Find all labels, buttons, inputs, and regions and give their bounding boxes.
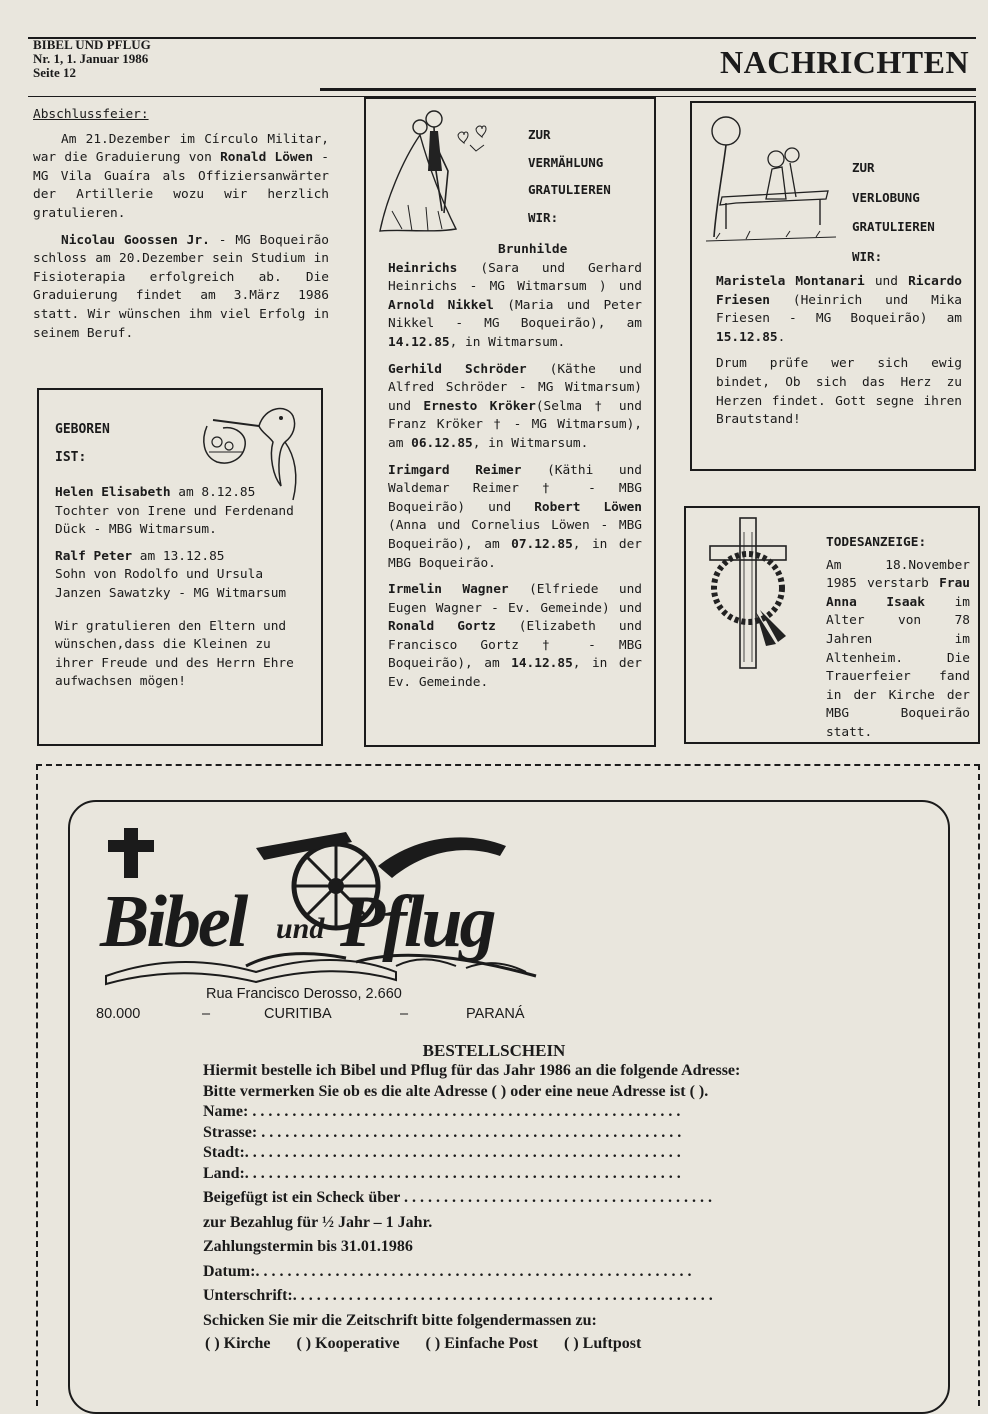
cheque-field[interactable]: Beigefügt ist ein Scheck über . . . . . . . . . . . . . . . . . . . . . . . . . . . . . . . . . . . . . . .	[203, 1189, 713, 1206]
engagement-heading-line: WIR:	[852, 248, 883, 264]
spouse-name: Irmelin Wagner	[388, 582, 509, 598]
spouse-name: Gerhild Schröder	[388, 361, 527, 377]
postal-code: 80.000	[96, 1006, 141, 1022]
wedding-date: 06.12.85	[411, 435, 473, 451]
death-notice-entry	[708, 557, 970, 743]
graduation-article	[33, 106, 329, 351]
engagement-text	[716, 273, 962, 438]
wedding-text: (Selma † und Franz Kröker † - MG Witmarsum), am	[388, 398, 642, 451]
country-field[interactable]: Land:. . . . . . . . . . . . . . . . . . . . . . . . . . . . . . . . . . . . . . . . . . . . . . . . . . . . . . .	[203, 1164, 681, 1182]
option-simple-mail[interactable]: ( ) Einfache Post	[425, 1335, 538, 1352]
spouse-name: Ernesto Kröker	[423, 398, 536, 414]
wedding-text: , in der Ev. Gemeinde.	[388, 656, 642, 691]
couple-on-bench-illustration	[696, 107, 846, 257]
publication-name: BIBEL UND PFLUG	[33, 37, 151, 52]
payment-period: zur Bezahlug für ½ Jahr – 1 Jahr.	[203, 1213, 433, 1231]
wedding-text: , in Witmarsum.	[449, 334, 566, 350]
weddings-heading-line: ZUR	[528, 127, 551, 142]
order-instruction: Hiermit bestelle ich Bibel und Pflug für das Jahr 1986 an die folgende Adresse:	[203, 1062, 741, 1079]
wedding-entry	[388, 361, 642, 454]
engagement-heading-line: ZUR	[852, 160, 875, 175]
wedding-text: , in Witmarsum.	[472, 435, 589, 451]
wedding-date: 14.12.85	[388, 334, 450, 350]
engagement-entry	[716, 273, 962, 347]
engagement-box	[690, 101, 976, 471]
death-notice-box	[684, 506, 980, 744]
death-text: im Alter von 78 Jahren im Altenheim. Die Trauerfeier fand in der Kirche der MBG Boqueirão statt.	[826, 594, 970, 740]
delivery-instruction: Schicken Sie mir die Zeitschrift bitte folgendermassen zu:	[203, 1311, 597, 1329]
graduation-text: - MG Vila Guaíra als Offiziersanwärter der Artillerie wozu wir herzlich gratulieren.	[33, 150, 330, 221]
city-name: CURITIBA	[264, 1006, 332, 1022]
wedding-text: (Käthi und Waldemar Reimer † - MBG Boqueirão) und	[388, 462, 642, 515]
death-text: Am 18.November 1985 verstarb	[826, 557, 970, 592]
birth-entry	[55, 548, 311, 604]
weddings-heading	[528, 121, 611, 231]
engagement-heading-line: VERLOBUNG	[852, 189, 920, 205]
spouse-name: Ronald Gortz	[388, 619, 496, 635]
order-form-title: BESTELLSCHEIN	[422, 1041, 566, 1060]
publisher-address: Rua Francisco Derosso, 2.660	[206, 986, 402, 1002]
header-top-rule	[28, 37, 976, 39]
state-name: PARANÁ	[466, 1006, 525, 1022]
wedding-text: (Maria und Peter Nikkel - MG Boqueirão), am	[388, 297, 642, 332]
issue-number: Nr. 1, 1. Januar 1986	[33, 51, 149, 66]
baby-name: Helen Elisabeth	[55, 485, 171, 500]
graduation-text: Am 21.Dezember im Círculo Militar, war die Graduierung von	[33, 131, 329, 166]
graduation-text: - MG Boqueirão schloss am 20.Dezember sein Studium in Fisioterapia erfolgreich ab. Die Graduierung findet am 3.März 1986 statt. Wir wünschen ihm viel Erfolg in seinem Beruf.	[33, 232, 329, 341]
signature-field[interactable]: Unterschrift:. . . . . . . . . . . . . . . . . . . . . . . . . . . . . . . . . . . . . . . . . . . . . . . . . . . . .	[203, 1287, 713, 1304]
engagement-date: 15.12.85	[716, 329, 778, 345]
spouse-name: Robert Löwen	[534, 499, 642, 515]
wedding-entry	[388, 581, 642, 693]
option-airmail[interactable]: ( ) Luftpost	[563, 1335, 642, 1352]
engagement-text: und	[864, 274, 909, 289]
wedding-couple-illustration	[372, 101, 512, 251]
weddings-heading-line: VERMÄHLUNG	[528, 154, 604, 170]
graduation-heading: Abschlussfeier:	[33, 107, 149, 122]
graduation-paragraph-1	[33, 131, 329, 224]
births-heading-line: IST:	[55, 450, 87, 465]
engagement-verse: Drum prüfe wer sich ewig bindet, Ob sich das Herz zu Herzen findet. Gott segne ihren Brautstand!	[716, 356, 962, 428]
payment-deadline: Zahlungstermin bis 31.01.1986	[203, 1238, 413, 1255]
name-field[interactable]: Name: . . . . . . . . . . . . . . . . . . . . . . . . . . . . . . . . . . . . . . . . . . . . . . . . . . . . . .	[203, 1103, 681, 1120]
weddings-box	[364, 97, 656, 747]
svg-text:und: und	[276, 912, 325, 945]
wedding-text: (Elizabeth und Francisco Gortz † - MBG Boqueirão), am	[388, 619, 642, 672]
separator: –	[400, 1006, 409, 1022]
baby-name: Ralf Peter	[55, 548, 133, 564]
wedding-date: 14.12.85	[511, 656, 573, 672]
birth-date: am 13.12.85	[132, 548, 225, 564]
street-field[interactable]: Strasse: . . . . . . . . . . . . . . . . . . . . . . . . . . . . . . . . . . . . . . . . . . . . . . . . . . . . .	[203, 1123, 682, 1141]
birth-entry	[55, 484, 311, 540]
births-text	[55, 484, 311, 700]
svg-text:Pflug: Pflug	[340, 881, 494, 963]
wedding-text: (Anna und Cornelius Löwen - MBG Boqueirão), am	[388, 518, 642, 552]
spouse-name: Arnold Nikkel	[388, 297, 494, 313]
wedding-date: 07.12.85	[511, 536, 573, 552]
spouse-name: Brunhilde Heinrichs	[388, 242, 568, 276]
separator: –	[202, 1006, 211, 1022]
city-field[interactable]: Stadt:. . . . . . . . . . . . . . . . . . . . . . . . . . . . . . . . . . . . . . . . . . . . . . . . . . . . . . .	[203, 1144, 681, 1161]
section-title: NACHRICHTEN	[720, 44, 970, 80]
weddings-heading-line: GRATULIEREN	[528, 182, 611, 197]
wedding-text: (Sara und Gerhard Heinrichs - MG Witmarsum ) und	[388, 260, 642, 295]
spouse-name: Irimgard Reimer	[388, 462, 522, 478]
birth-parents: Sohn von Rodolfo und Ursula Janzen Sawatzky - MG Witmarsum	[55, 567, 287, 601]
birth-parents: Tochter von Irene und Ferdenand Dück - MBG Witmarsum.	[55, 503, 294, 538]
wedding-entry	[388, 241, 642, 353]
wedding-entry	[388, 462, 642, 574]
order-form-body	[203, 1060, 923, 1331]
graduation-paragraph-2	[33, 232, 329, 344]
engagement-heading	[852, 153, 935, 271]
fiance-name: Maristela Montanari	[716, 274, 865, 289]
date-field[interactable]: Datum:. . . . . . . . . . . . . . . . . . . . . . . . . . . . . . . . . . . . . . . . . . . . . . . . . . . . . . .	[203, 1262, 692, 1280]
address-type-instruction: Bitte vermerken Sie ob es die alte Adresse ( ) oder eine neue Adresse ist ( ).	[203, 1082, 709, 1100]
page-number: Seite 12	[33, 65, 76, 80]
wedding-text: , in der MBG Boqueirão.	[388, 536, 642, 571]
birth-date: am 8.12.85	[170, 485, 256, 500]
births-box	[37, 388, 323, 746]
births-heading	[55, 416, 110, 472]
deceased-name: Frau Anna Isaak	[826, 576, 970, 610]
births-closing: Wir gratulieren den Eltern und wünschen,dass die Kleinen zu ihrer Freude und des Herrn Ehre aufwachsen mögen!	[55, 618, 294, 690]
option-cooperative[interactable]: ( ) Kooperative	[296, 1335, 400, 1352]
death-notice-text	[708, 534, 970, 743]
delivery-options	[205, 1335, 663, 1353]
graduate-name: Nicolau Goossen Jr.	[61, 232, 210, 248]
wedding-text: (Käthe und Alfred Schröder - MG Witmarsum) und	[388, 361, 642, 414]
births-heading-line: GEBOREN	[55, 422, 110, 437]
engagement-text: (Heinrich und Mika Friesen - MG Boqueirão) am	[716, 292, 962, 327]
death-notice-heading: TODESANZEIGE:	[826, 535, 927, 550]
header-rule	[320, 88, 976, 91]
fiance-name: Ricardo Friesen	[716, 274, 962, 308]
wedding-text: (Elfriede und Eugen Wagner - Ev. Gemeinde) und	[388, 582, 642, 616]
engagement-heading-line: GRATULIEREN	[852, 219, 935, 234]
svg-text:Bibel: Bibel	[100, 881, 246, 963]
bibel-und-pflug-logo	[96, 826, 536, 986]
weddings-heading-line: WIR:	[528, 209, 559, 225]
publication-info	[33, 38, 151, 80]
graduate-name: Ronald Löwen	[220, 150, 314, 166]
option-church[interactable]: ( ) Kirche	[205, 1335, 271, 1352]
weddings-text	[388, 241, 642, 701]
engagement-text: .	[777, 329, 786, 345]
